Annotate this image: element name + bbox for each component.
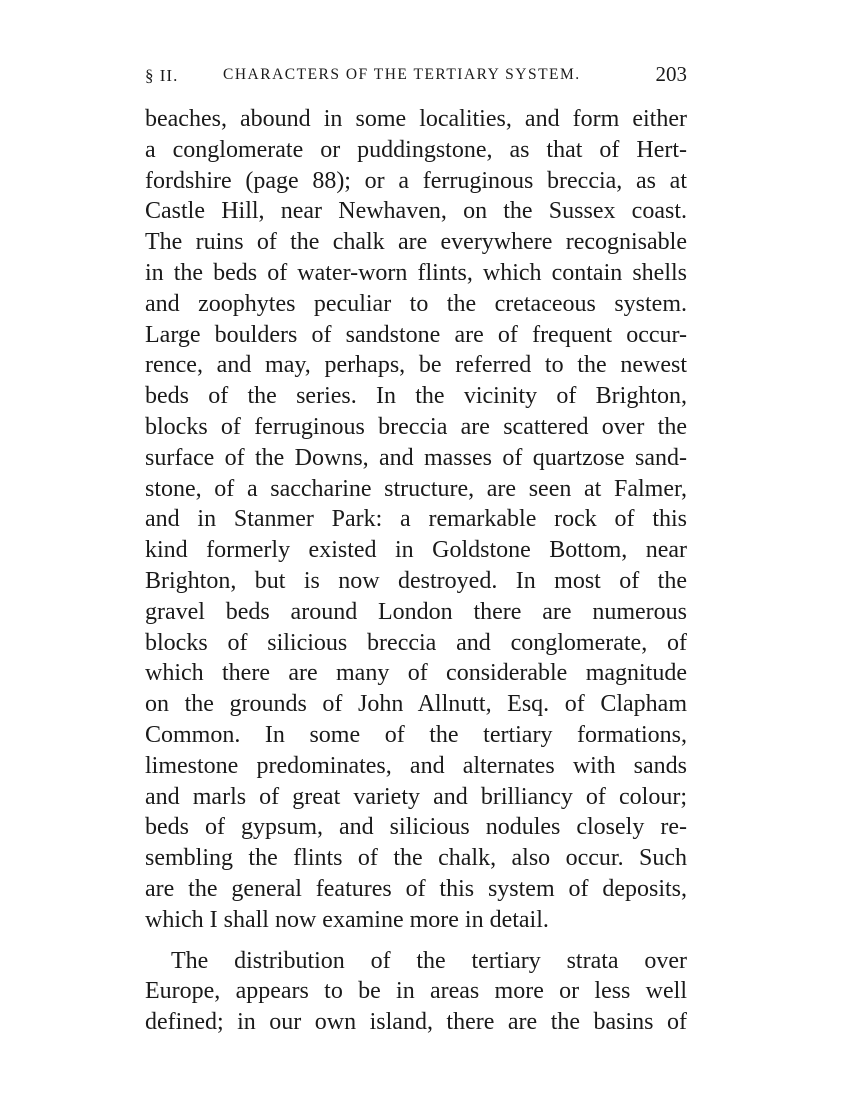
text-line: and marls of great variety and brilliancy of colour; (145, 783, 687, 810)
running-title: CHARACTERS OF THE TERTIARY SYSTEM. (223, 66, 581, 83)
text-line: beds of gypsum, and silicious nodules closely re- (145, 814, 687, 841)
page-number: 203 (655, 62, 687, 86)
text-line: Brighton, but is now destroyed. In most of the (145, 567, 687, 594)
text-line: The distribution of the tertiary strata over (171, 947, 687, 974)
text-line: beaches, abound in some localities, and form either (145, 106, 687, 132)
text-line: blocks of ferruginous breccia are scattered over the (145, 413, 687, 440)
text-line: which I shall now examine more in detail. (145, 906, 549, 933)
text-line: surface of the Downs, and masses of quartzose sand- (145, 444, 687, 471)
text-line: sembling the flints of the chalk, also occur. Such (145, 845, 687, 872)
text-line: Castle Hill, near Newhaven, on the Sussex coast. (145, 198, 687, 225)
text-line: fordshire (page 88); or a ferruginous breccia, as at (145, 167, 687, 194)
text-line: kind formerly existed in Goldstone Bottom, near (145, 537, 687, 564)
text-line: Europe, appears to be in areas more or less well (145, 978, 687, 1005)
text-line: beds of the series. In the vicinity of Brighton, (145, 383, 687, 410)
book-page (145, 62, 687, 1038)
text-line: blocks of silicious breccia and conglomerate, of (145, 629, 687, 656)
text-line: Large boulders of sandstone are of frequent occur- (145, 321, 687, 348)
text-line: on the grounds of John Allnutt, Esq. of Clapham (145, 691, 687, 718)
text-line: and in Stanmer Park: a remarkable rock of this (145, 506, 687, 533)
text-line: defined; in our own island, there are the basins of (145, 1009, 687, 1036)
text-line: The ruins of the chalk are everywhere recognisable (145, 229, 687, 256)
paragraph-2 (145, 946, 687, 1038)
text-line: a conglomerate or puddingstone, as that of Hert- (145, 136, 687, 163)
paragraph-gap (145, 936, 687, 946)
text-line: are the general features of this system of deposits, (145, 875, 687, 902)
text-line: and zoophytes peculiar to the cretaceous system. (145, 290, 687, 317)
body-text (145, 104, 687, 1038)
text-line: Common. In some of the tertiary formations, (145, 721, 687, 748)
section-number: § II. (145, 66, 179, 85)
paragraph-1 (145, 104, 687, 936)
running-head (145, 62, 687, 92)
text-line: which there are many of considerable magnitude (145, 660, 687, 687)
text-line: stone, of a saccharine structure, are seen at Falmer, (145, 475, 687, 502)
text-line: gravel beds around London there are numerous (145, 598, 687, 625)
text-line: rence, and may, perhaps, be referred to the newest (145, 352, 687, 379)
text-line: in the beds of water-worn flints, which contain shells (145, 259, 687, 286)
text-line: limestone predominates, and alternates with sands (145, 752, 687, 779)
